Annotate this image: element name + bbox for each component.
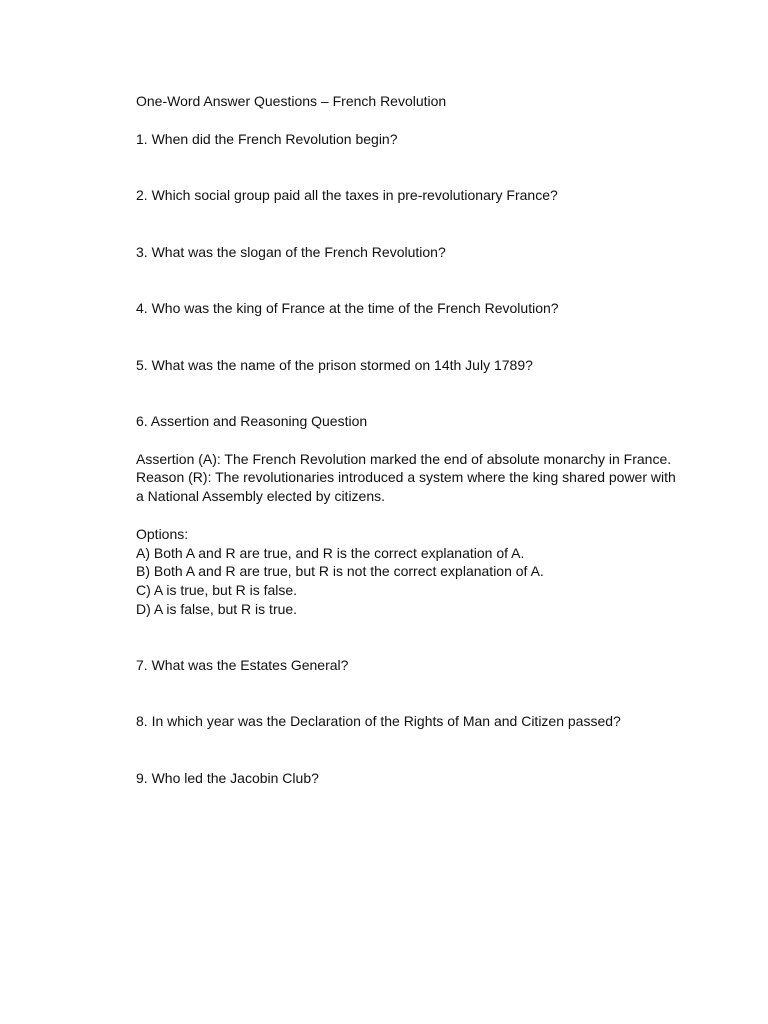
question-5: 5. What was the name of the prison stormed on 14th July 1789? <box>136 357 533 373</box>
question-9: 9. Who led the Jacobin Club? <box>136 770 319 786</box>
question-6-heading: 6. Assertion and Reasoning Question <box>136 413 368 429</box>
question-4: 4. Who was the king of France at the time of the French Revolution? <box>136 300 559 316</box>
question-8: 8. In which year was the Declaration of the Rights of Man and Citizen passed? <box>136 713 621 729</box>
question-1: 1. When did the French Revolution begin? <box>136 131 398 147</box>
question-2: 2. Which social group paid all the taxes in pre-revolutionary France? <box>136 187 558 203</box>
option-a: A) Both A and R are true, and R is the correct explanation of A. <box>136 545 525 561</box>
options-label: Options: <box>136 526 189 542</box>
option-b: B) Both A and R are true, but R is not the correct explanation of A. <box>136 563 544 579</box>
reason-text-line-1: Reason (R): The revolutionaries introduced a system where the king shared power with <box>136 469 676 485</box>
page-title: One-Word Answer Questions – French Revolution <box>136 93 447 109</box>
reason-text-line-2: a National Assembly elected by citizens. <box>136 488 386 504</box>
option-c: C) A is true, but R is false. <box>136 582 298 598</box>
assertion-text: Assertion (A): The French Revolution marked the end of absolute monarchy in France. <box>136 451 672 467</box>
option-d: D) A is false, but R is true. <box>136 601 298 617</box>
question-3: 3. What was the slogan of the French Revolution? <box>136 244 446 260</box>
question-7: 7. What was the Estates General? <box>136 657 349 673</box>
